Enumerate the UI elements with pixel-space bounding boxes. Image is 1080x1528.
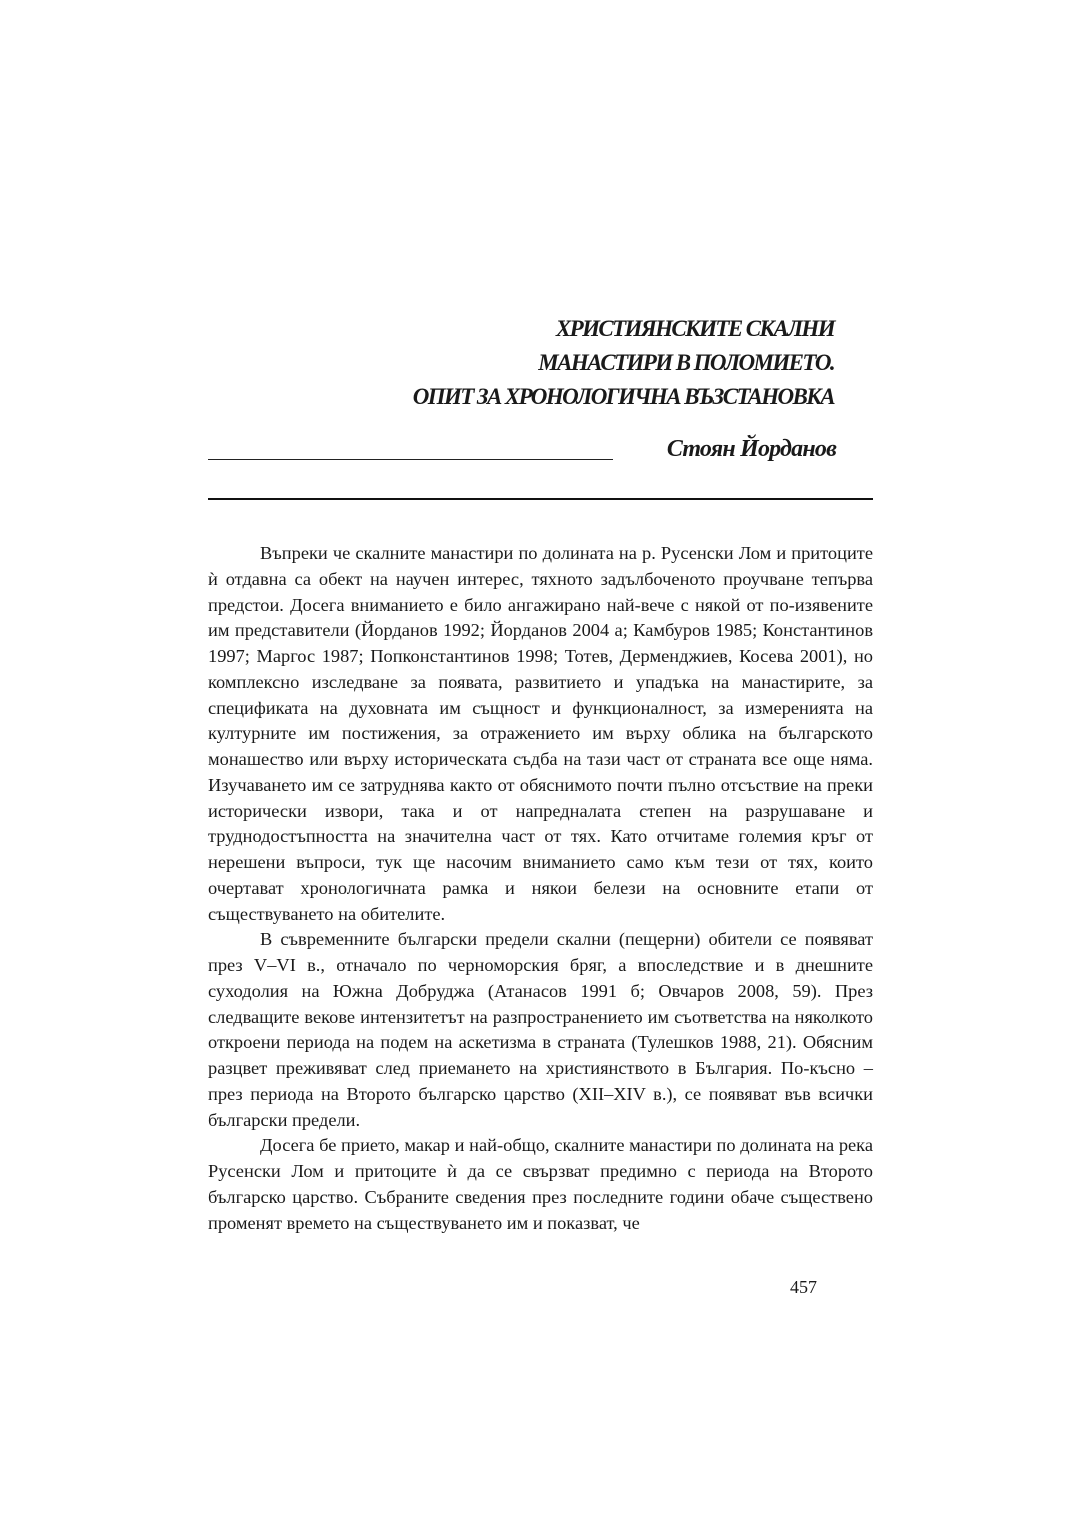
article-body [208,541,873,1236]
article-title [413,312,834,414]
article-title-line: ХРИСТИЯНСКИТЕ СКАЛНИ [555,316,834,341]
article-title-line: МАНАСТИРИ В ПОЛОМИЕТО. [538,350,834,375]
author-name: Стоян Йорданов [666,436,836,462]
page-number: 457 [790,1277,817,1297]
body-paragraph: В съвременните български предели скални (пещерни) обители се появяват през V–VI в., отначало по черноморския бряг, а впоследствие и в днешните суходолия на Южна Добруджа (Атанасов 1991 б; Овчаров 2008, 59). През следващите векове интензитетът на разпространението им съответства на няколкото откроени периода на подем на аскетизма в страната (Тулешков 1988, 21). Обясним разцвет преживяват след приемането на християнството в България. По-късно – през периода на Второто българско царство (XII–XIV в.), се появяват във всички български предели. [208,929,873,1130]
author-rule [208,459,613,460]
body-paragraph: Досега бе прието, макар и най-общо, скалните манастири по долината на река Русенски Лом и притоците ѝ да се свързват предимно с периода на Второто българско царство. Събраните сведения през последните години обаче съществено променят времето на съществуването им и показват, че [208,1135,873,1233]
article-title-line: ОПИТ ЗА ХРОНОЛОГИЧНА ВЪЗСТАНОВКА [412,384,834,409]
body-paragraph: Въпреки че скалните манастири по долината на р. Русенски Лом и притоците ѝ отдавна са обект на научен интерес, тяхното задълбоченото проучване тепърва предстои. Досега вниманието е било ангажирано най-вече с някой от по-изявените им представители (Йорданов 1992; Йорданов 2004 а; Камбуров 1985; Константинов 1997; Маргос 1987; Попконстантинов 1998; Тотев, Дерменджиев, Косева 2001), но комплексно изследване за появата, развитието и упадъка на манастирите, за спецификата на духовната им същност и функционалност, за измеренията на културните им постижения, за отражението им върху облика на българското монашество или върху историческата съдба на тази част от страната все още няма. Изучаването им се затруднява както от обяснимото почти пълно отсъствие на преки исторически извори, така и от напредналата степен на разрушаване и труднодостъпността на значителна част от тях. Като отчитаме големия кръг от нерешени въпроси, тук ще насочим вниманието само към тези от тях, които очертават хронологичната рамка и някои белези на основните етапи от съществуването на обителите. [208,543,873,924]
header-divider [208,498,873,500]
